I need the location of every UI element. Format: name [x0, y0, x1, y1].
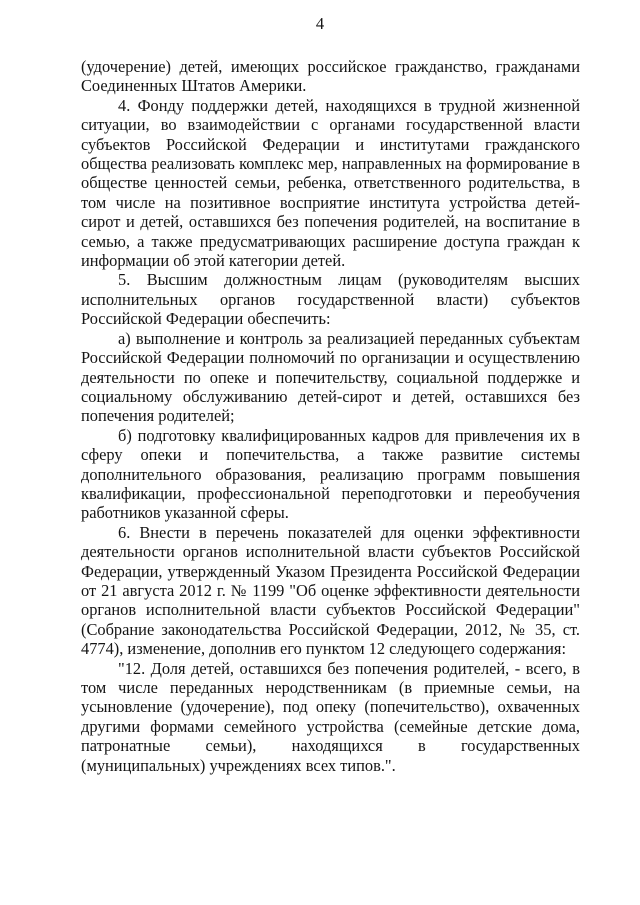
paragraph-3: 5. Высшим должностным лицам (руководителям высших исполнительных органов государственной власти) субъектов Российской Федерации обеспечить: — [81, 270, 580, 329]
paragraph-4: а) выполнение и контроль за реализацией переданных субъектам Российской Федерации полномочий по организации и осуществлению деятельности по опеке и попечительству, социальной поддержке и социальному обслуживанию детей-сирот и детей, оставшихся без попечения родителей; — [81, 328, 580, 426]
paragraph-6: 6. Внести в перечень показателей для оценки эффективности деятельности органов исполнительной власти субъектов Российской Федерации, утвержденный Указом Президента Российской Федерации от 21 августа 2012 г. № 1199 "Об оценке эффективности деятельности органов исполнительной власти субъектов Российской Федерации" (Собрание законодательства Российской Федерации, 2012, № 35, ст. 4774), изменение, дополнив его пунктом 12 следующего содержания: — [81, 522, 580, 659]
paragraph-7: "12. Доля детей, оставшихся без попечения родителей, - всего, в том числе переданных неродственникам (в приемные семьи, на усыновление (удочерение), под опеку (попечительство), охваченных другими формами семейного устройства (семейные детские дома, патронатные семьи), находящихся в государственных (муниципальных) учреждениях всех типов.". — [81, 658, 580, 775]
page-number: 4 — [315, 14, 325, 33]
paragraph-5: б) подготовку квалифицированных кадров для привлечения их в сферу опеки и попечительства, а также развитие системы дополнительного образования, реализацию программ повышения квалификации, профессиональной переподготовки и переобучения работников указанной сферы. — [81, 425, 580, 523]
paragraph-1: (удочерение) детей, имеющих российское гражданство, гражданами Соединенных Штатов Америки. — [81, 57, 580, 96]
paragraph-2: 4. Фонду поддержки детей, находящихся в трудной жизненной ситуации, во взаимодействии с органами государственной власти субъектов Российской Федерации и институтами гражданского общества реализовать комплекс мер, направленных на формирование в обществе ценностей семьи, ребенка, ответственного родительства, в том числе на позитивное восприятие института устройства детей-сирот и детей, оставшихся без попечения родителей, на воспитание в семью, а также предусматривающих расширение доступа граждан к информации об этой категории детей. — [81, 95, 580, 271]
document-body — [81, 57, 580, 775]
